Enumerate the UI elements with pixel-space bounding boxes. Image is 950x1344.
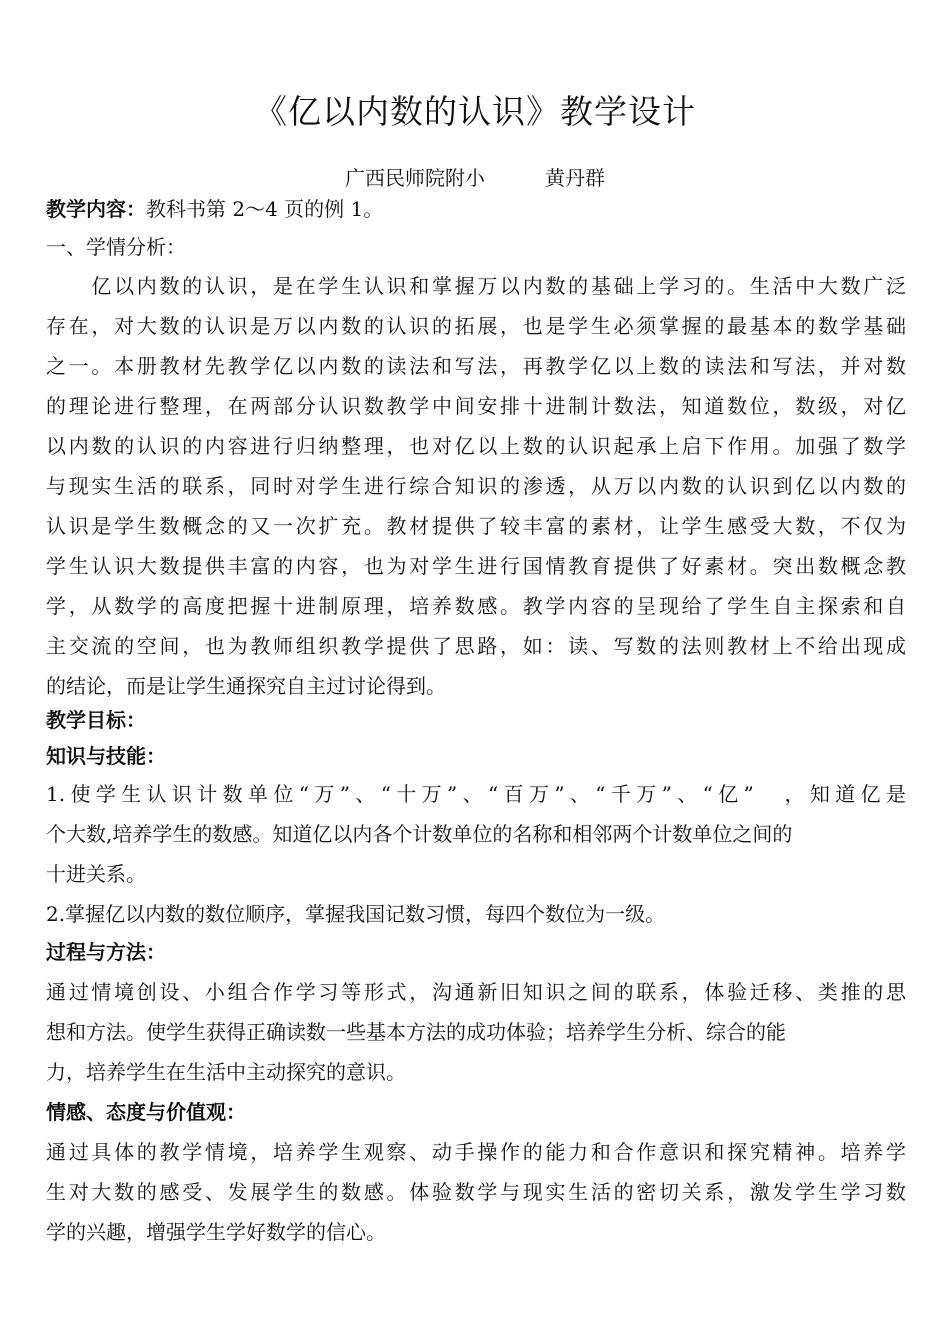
process-line: 通过情境创设、小组合作学习等形式，沟通新旧知识之间的联系，体验迁移、类推的思 <box>46 980 906 1004</box>
teaching-content-text: 教科书第 2～4 页的例 1。 <box>146 197 384 221</box>
document-title: 《亿以内数的认识》教学设计 <box>254 92 696 131</box>
knowledge-line: 十进关系。 <box>46 862 146 886</box>
knowledge-line: 2.掌握亿以内数的数位顺序，掌握我国记数习惯，每四个数位为一级。 <box>46 902 666 926</box>
section-heading-analysis: 一、学情分析： <box>46 235 186 259</box>
process-line: 力，培养学生在生活中主动探究的意识。 <box>46 1060 406 1084</box>
analysis-line: 以内数的认识的内容进行归纳整理，也对亿以上数的认识起承上启下作用。加强了数学 <box>46 434 906 458</box>
process-line: 想和方法。使学生获得正确读数一些基本方法的成功体验；培养学生分析、综合的能 <box>46 1020 786 1044</box>
section-heading-goals: 教学目标： <box>46 708 146 732</box>
analysis-line: 认识是学生数概念的又一次扩充。教材提供了较丰富的素材，让学生感受大数，不仅为 <box>46 514 906 538</box>
analysis-line: 与现实生活的联系，同时对学生进行综合知识的渗透，从万以内数的认识到亿以内数的 <box>46 474 906 498</box>
emotion-line: 通过具体的教学情境，培养学生观察、动手操作的能力和合作意识和探究精神。培养学 <box>46 1140 906 1164</box>
knowledge-line: 1.使学生认识计数单位“万”、“十万”、“百万”、“千万”、“亿” ，知道亿是 <box>46 782 906 806</box>
analysis-line: 之一。本册教材先教学亿以内数的读法和写法，再教学亿以上数的读法和写法，并对数 <box>46 354 906 378</box>
teaching-content-line <box>46 193 906 222</box>
analysis-line: 学生认识大数提供丰富的内容，也为对学生进行国情教育提供了好素材。突出数概念教 <box>46 554 906 578</box>
knowledge-line: 个大数,培养学生的数感。知道亿以内各个计数单位的名称和相邻两个计数单位之间的 <box>46 822 793 846</box>
analysis-line: 主交流的空间，也为教师组织教学提供了思路，如：读、写数的法则教材上不给出现成 <box>46 634 906 658</box>
subheading-process: 过程与方法： <box>46 940 166 964</box>
analysis-line: 亿以内数的认识，是在学生认识和掌握万以内数的基础上学习的。生活中大数广泛 <box>46 274 906 298</box>
analysis-line: 存在，对大数的认识是万以内数的认识的拓展，也是学生必须掌握的最基本的数学基础 <box>46 314 906 338</box>
analysis-line: 的理论进行整理，在两部分认识数教学中间安排十进制计数法，知道数位，数级，对亿 <box>46 394 906 418</box>
subheading-emotion: 情感、态度与价值观： <box>46 1100 246 1124</box>
author-line: 广西民师院附小 黄丹群 <box>345 166 605 190</box>
subheading-knowledge: 知识与技能： <box>46 744 166 768</box>
teaching-content-label: 教学内容： <box>46 197 146 221</box>
emotion-line: 学的兴趣，增强学生学好数学的信心。 <box>46 1220 386 1244</box>
analysis-line: 的结论，而是让学生通探究自主过讨论得到。 <box>46 674 446 698</box>
emotion-line: 生对大数的感受、发展学生的数感。体验数学与现实生活的密切关系，激发学生学习数 <box>46 1180 906 1204</box>
analysis-line: 学，从数学的高度把握十进制原理，培养数感。教学内容的呈现给了学生自主探索和自 <box>46 594 906 618</box>
